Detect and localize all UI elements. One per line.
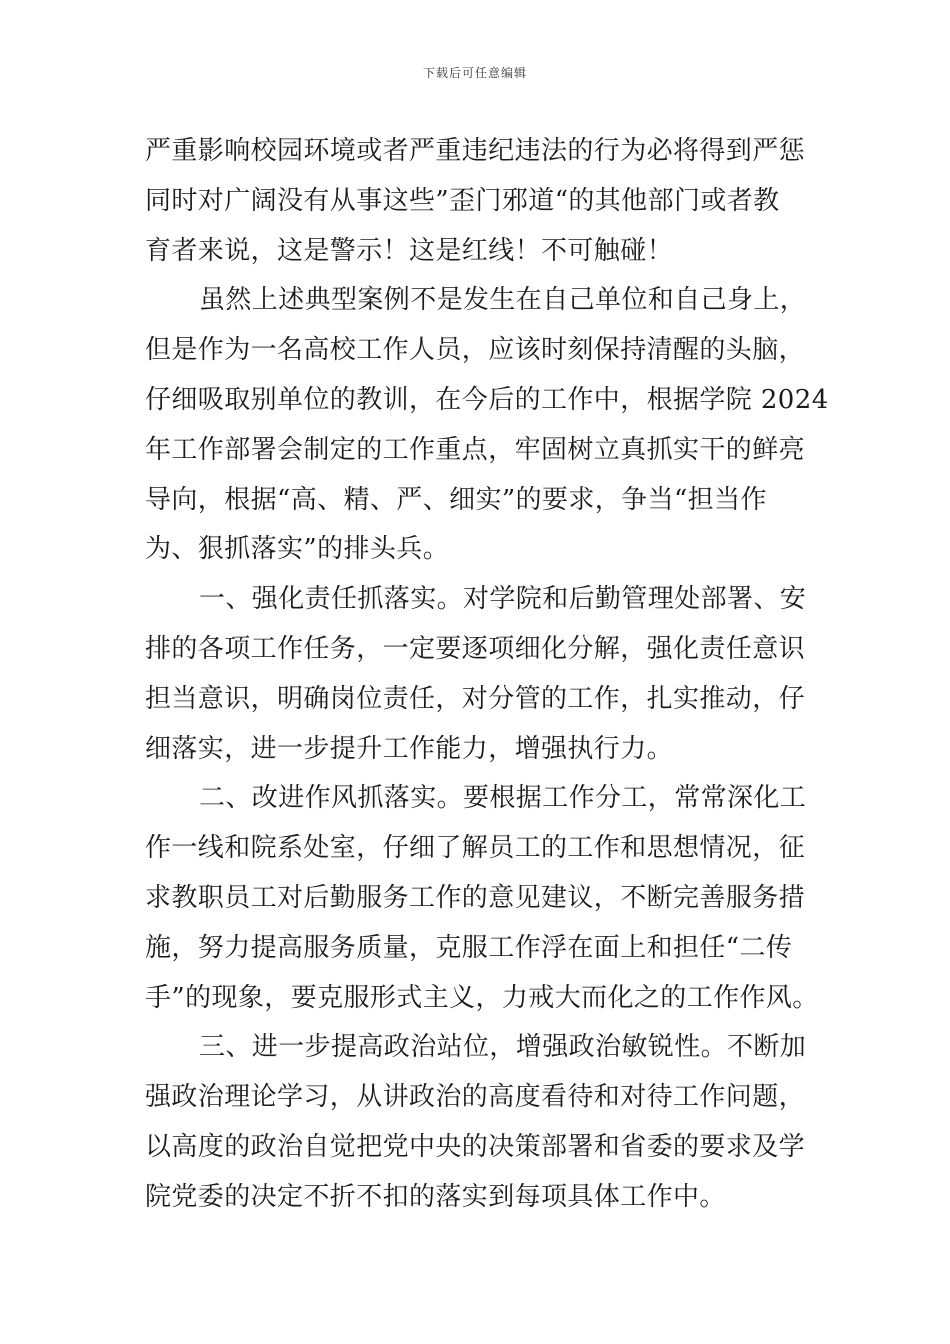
text-line: 院党委的决定不折不扣的落实到每项具体工作中。 [145,1181,726,1212]
text-line: 施，努力提高服务质量，克服工作浮在面上和担任“二传 [145,932,793,963]
document-body [145,127,829,1223]
text-line: 仔细吸取别单位的教训，在今后的工作中，根据学院 2024 [145,384,829,415]
text-line: 细落实，进一步提升工作能力，增强执行力。 [145,733,674,764]
paragraph-first-line: 二、改进作风抓落实。要根据工作分工，常常深化工 [199,783,807,814]
text-line: 导向，根据“高、精、严、细实”的要求，争当“担当作 [145,484,767,515]
text-line: 严重影响校园环境或者严重违纪违法的行为必将得到严惩 [145,136,806,166]
text-line: 但是作为一名高校工作人员，应该时刻保持清醒的头脑， [145,335,806,366]
paragraph-first-line: 一、强化责任抓落实。对学院和后勤管理处部署、安 [199,584,807,615]
text-line: 年工作部署会制定的工作重点，牢固树立真抓实干的鲜亮 [145,434,806,465]
text-line: 强政治理论学习，从讲政治的高度看待和对待工作问题， [145,1082,806,1113]
text-line: 作一线和院系处室，仔细了解员工的工作和思想情况，征 [145,833,806,864]
text-line: 同时对广阔没有从事这些”歪门邪道“的其他部门或者教 [145,185,780,216]
text-line: 育者来说，这是警示！这是红线！不可触碰！ [145,235,674,266]
text-line: 担当意识，明确岗位责任，对分管的工作，扎实推动，仔 [145,683,806,714]
paragraph-first-line: 虽然上述典型案例不是发生在自己单位和自己身上， [199,285,807,316]
text-line: 排的各项工作任务，一定要逐项细化分解，强化责任意识 [145,633,806,664]
text-line: 以高度的政治自觉把党中央的决策部署和省委的要求及学 [145,1131,806,1162]
paragraph-first-line: 三、进一步提高政治站位，增强政治敏锐性。不断加 [199,1032,807,1063]
page-header: 下载后可任意编辑 [422,66,527,80]
text-line: 手”的现象，要克服形式主义，力戒大而化之的工作作风。 [145,982,819,1013]
text-line: 求教职员工对后勤服务工作的意见建议，不断完善服务措 [145,882,806,913]
text-line: 为、狠抓落实”的排头兵。 [145,534,450,565]
